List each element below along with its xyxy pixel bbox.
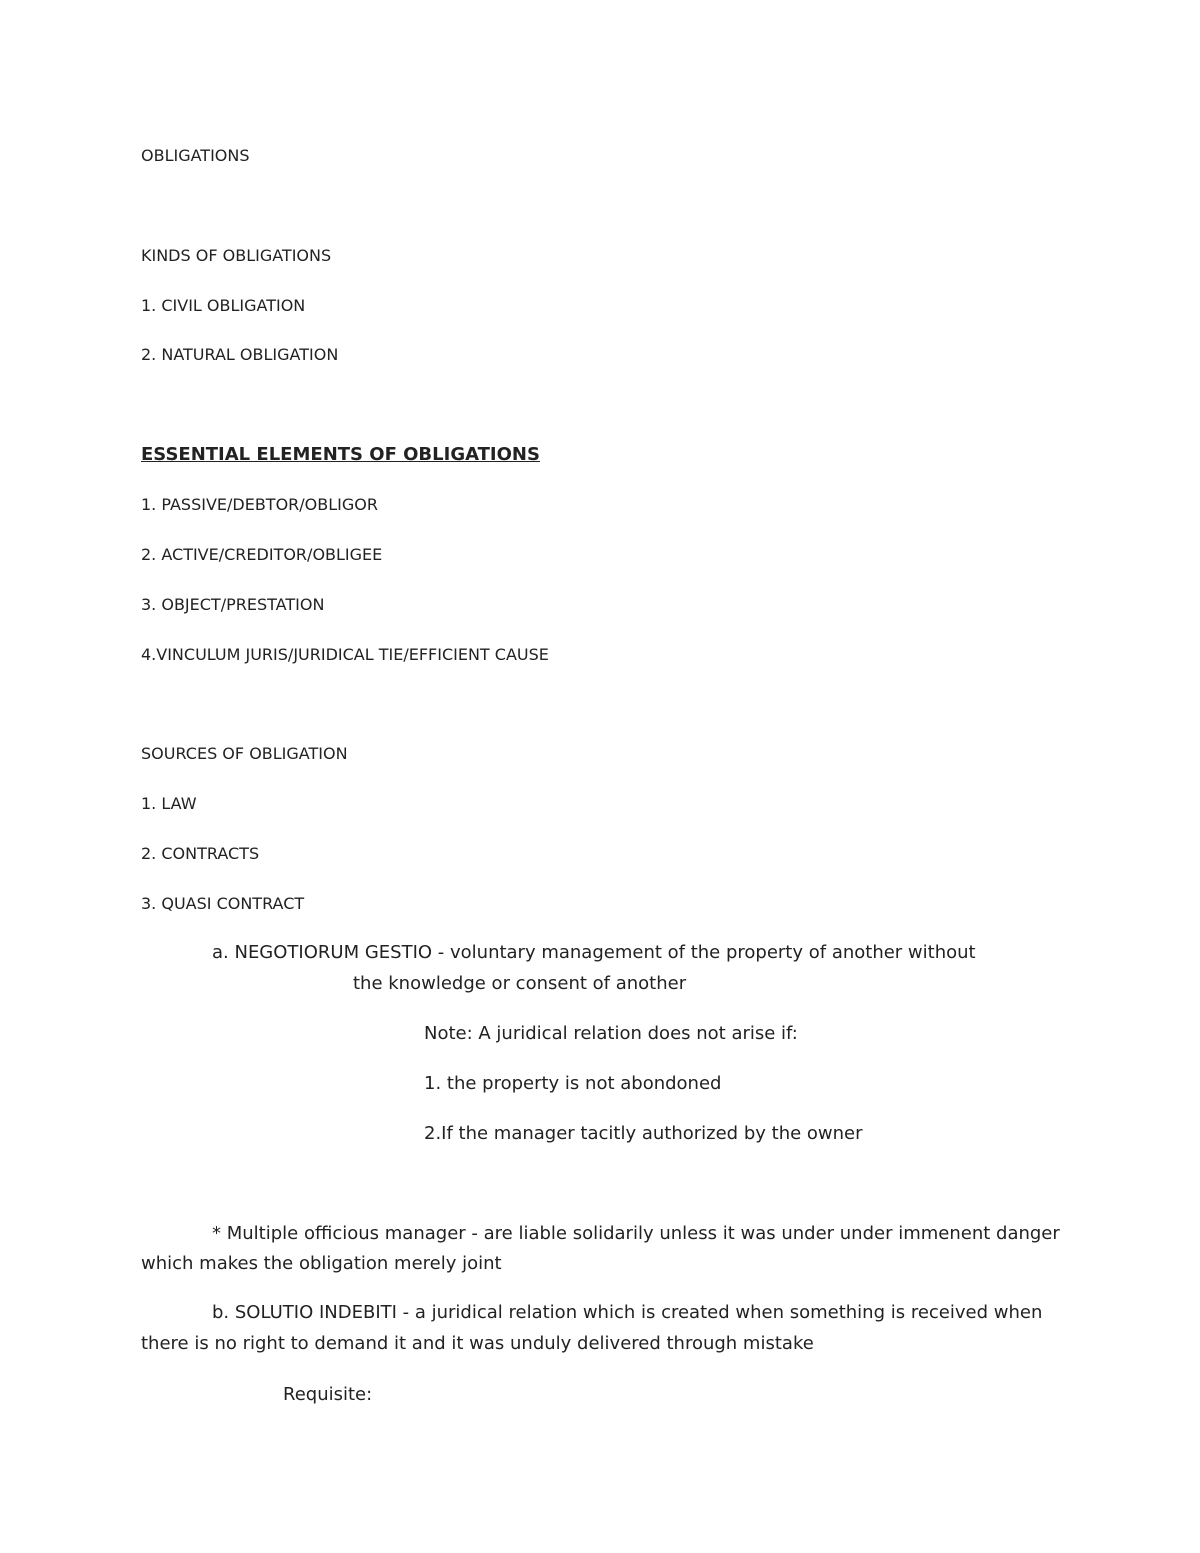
officious-manager-text: which makes the obligation merely joint [141,1253,502,1274]
sources-item: 1. LAW [141,794,197,813]
sources-item: 2. CONTRACTS [141,844,260,863]
solutio-indebiti-text: there is no right to demand it and it was unduly delivered through mistake [141,1333,814,1354]
essential-item: 1. PASSIVE/DEBTOR/OBLIGOR [141,495,378,514]
kinds-heading: KINDS OF OBLIGATIONS [141,246,332,265]
note-item: 1. the property is not abondoned [424,1073,722,1094]
essential-item: 4.VINCULUM JURIS/JURIDICAL TIE/EFFICIENT CAUSE [141,645,549,664]
note-item: 2.If the manager tacitly authorized by the owner [424,1123,863,1144]
requisite-label: Requisite: [283,1384,373,1405]
sources-item: 3. QUASI CONTRACT [141,894,305,913]
negotiorum-gestio-text: a. NEGOTIORUM GESTIO - voluntary management of the property of another without [212,942,976,963]
kinds-item: 1. CIVIL OBLIGATION [141,296,306,315]
document-title: OBLIGATIONS [141,146,250,165]
essential-heading: ESSENTIAL ELEMENTS OF OBLIGATIONS [141,444,540,465]
solutio-indebiti-text: b. SOLUTIO INDEBITI - a juridical relation which is created when something is received when [212,1302,1043,1323]
officious-manager-text: * Multiple officious manager - are liable solidarily unless it was under under immenent danger [212,1223,1060,1244]
note-text: Note: A juridical relation does not arise if: [424,1023,798,1044]
negotiorum-gestio-text: the knowledge or consent of another [353,973,687,994]
essential-item: 3. OBJECT/PRESTATION [141,595,325,614]
sources-heading: SOURCES OF OBLIGATION [141,744,348,763]
essential-item: 2. ACTIVE/CREDITOR/OBLIGEE [141,545,383,564]
kinds-item: 2. NATURAL OBLIGATION [141,345,339,364]
